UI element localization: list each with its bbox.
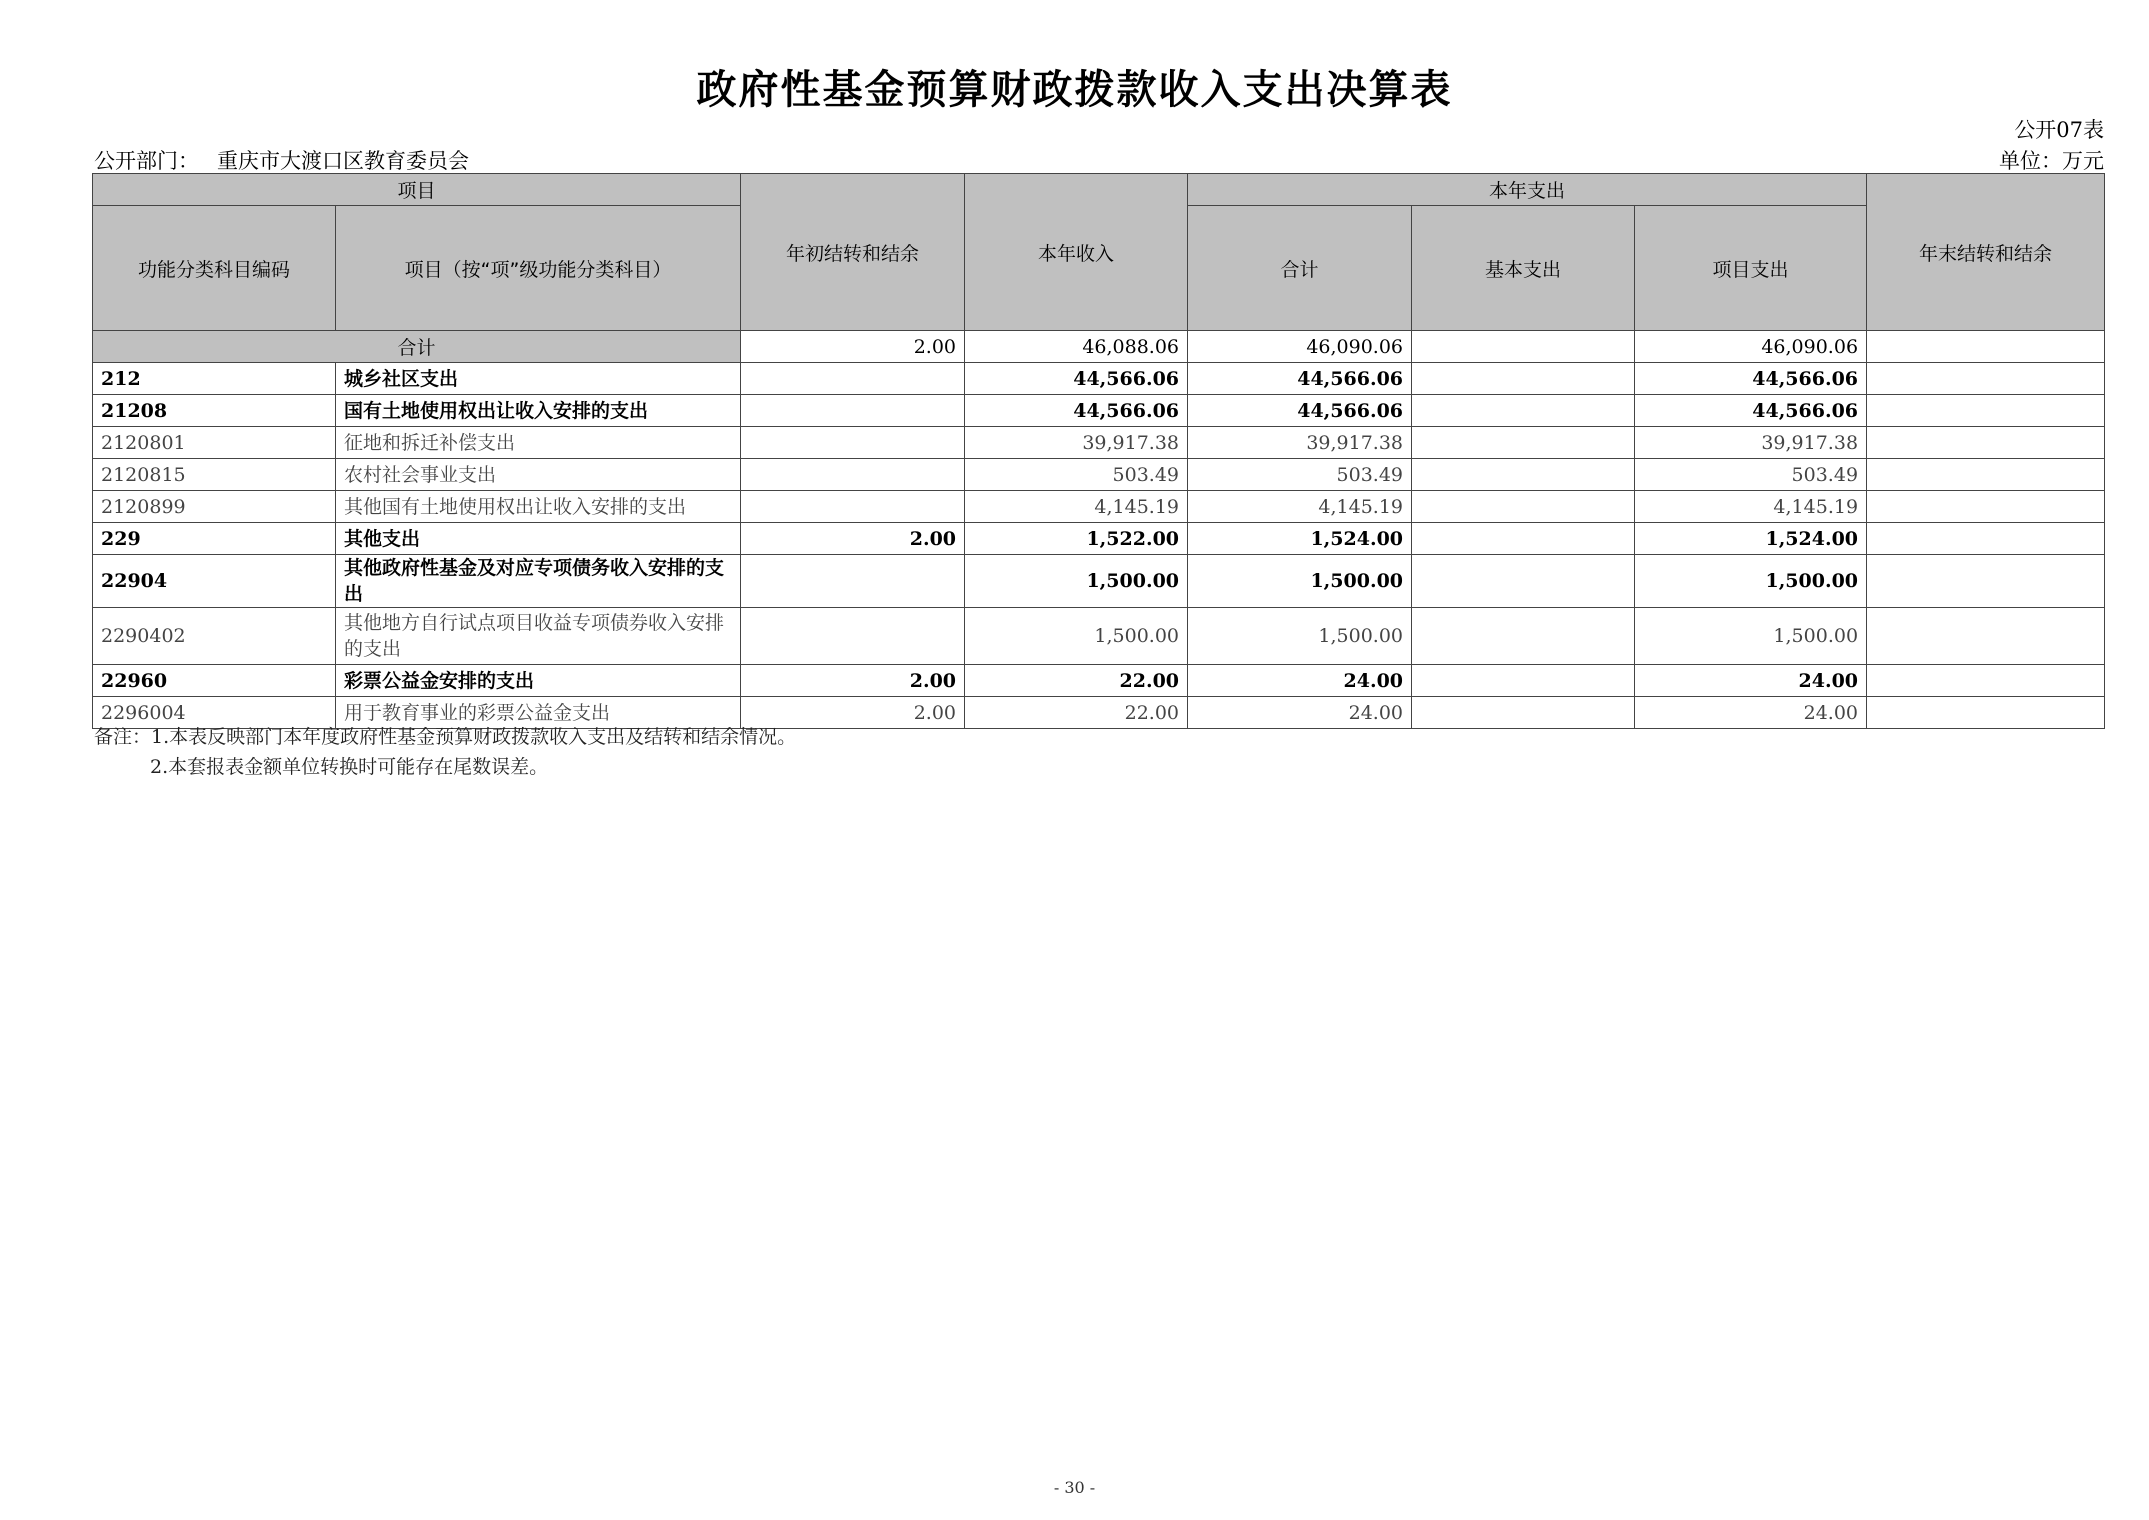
row-name: 其他支出 (336, 523, 741, 555)
unit-label: 单位：万元 (1999, 149, 2104, 173)
note-1: 备注：1.本表反映部门本年度政府性基金预算财政拨款收入支出及结转和结余情况。 (94, 726, 797, 748)
row-total: 24.00 (1188, 697, 1412, 729)
header-code: 功能分类科目编码 (93, 206, 336, 331)
row-income: 4,145.19 (965, 491, 1188, 523)
row-project: 24.00 (1635, 697, 1867, 729)
header-basic: 基本支出 (1412, 206, 1635, 331)
row-begin (741, 395, 965, 427)
row-end (1867, 427, 2105, 459)
row-project: 503.49 (1635, 459, 1867, 491)
total-spend: 46,090.06 (1188, 331, 1412, 363)
total-row (93, 331, 2105, 363)
row-code: 2120899 (93, 491, 336, 523)
row-name: 其他国有土地使用权出让收入安排的支出 (336, 491, 741, 523)
department-name: 重庆市大渡口区教育委员会 (217, 149, 469, 173)
row-name: 城乡社区支出 (336, 363, 741, 395)
row-total: 44,566.06 (1188, 363, 1412, 395)
row-income: 44,566.06 (965, 395, 1188, 427)
row-code: 21208 (93, 395, 336, 427)
row-end (1867, 523, 2105, 555)
total-end (1867, 331, 2105, 363)
row-income: 1,500.00 (965, 555, 1188, 608)
header-income: 本年收入 (965, 174, 1188, 331)
total-income: 46,088.06 (965, 331, 1188, 363)
row-total: 503.49 (1188, 459, 1412, 491)
row-income: 44,566.06 (965, 363, 1188, 395)
table-row (93, 665, 2105, 697)
page-title: 政府性基金预算财政拨款收入支出决算表 (696, 67, 1453, 113)
header-item: 项目 (93, 174, 741, 206)
row-begin: 2.00 (741, 665, 965, 697)
row-code: 212 (93, 363, 336, 395)
row-name: 彩票公益金安排的支出 (336, 665, 741, 697)
row-project: 1,500.00 (1635, 555, 1867, 608)
table-row (93, 608, 2105, 665)
table-row (93, 491, 2105, 523)
row-total: 1,500.00 (1188, 555, 1412, 608)
budget-table (92, 173, 2105, 729)
table-row (93, 427, 2105, 459)
row-begin (741, 491, 965, 523)
row-basic (1412, 427, 1635, 459)
row-end (1867, 697, 2105, 729)
row-basic (1412, 697, 1635, 729)
row-code: 229 (93, 523, 336, 555)
row-code: 2120815 (93, 459, 336, 491)
row-code: 22960 (93, 665, 336, 697)
total-project: 46,090.06 (1635, 331, 1867, 363)
row-project: 24.00 (1635, 665, 1867, 697)
row-begin (741, 608, 965, 665)
row-income: 1,522.00 (965, 523, 1188, 555)
row-total: 1,500.00 (1188, 608, 1412, 665)
row-begin (741, 363, 965, 395)
row-code: 22904 (93, 555, 336, 608)
row-end (1867, 555, 2105, 608)
row-begin (741, 427, 965, 459)
table-row (93, 523, 2105, 555)
table-row (93, 395, 2105, 427)
row-end (1867, 491, 2105, 523)
row-income: 39,917.38 (965, 427, 1188, 459)
row-project: 39,917.38 (1635, 427, 1867, 459)
row-name: 其他政府性基金及对应专项债务收入安排的支出 (336, 555, 741, 608)
row-basic (1412, 608, 1635, 665)
row-begin: 2.00 (741, 697, 965, 729)
row-project: 44,566.06 (1635, 363, 1867, 395)
page-number: - 30 - (1053, 1478, 1096, 1497)
row-name: 国有土地使用权出让收入安排的支出 (336, 395, 741, 427)
row-end (1867, 608, 2105, 665)
row-end (1867, 665, 2105, 697)
row-project: 1,524.00 (1635, 523, 1867, 555)
form-number: 公开07表 (2014, 118, 2104, 142)
row-total: 1,524.00 (1188, 523, 1412, 555)
row-income: 1,500.00 (965, 608, 1188, 665)
header-end-balance: 年末结转和结余 (1867, 174, 2105, 331)
row-name: 农村社会事业支出 (336, 459, 741, 491)
total-begin: 2.00 (741, 331, 965, 363)
row-basic (1412, 523, 1635, 555)
row-basic (1412, 459, 1635, 491)
row-begin (741, 555, 965, 608)
table-row (93, 459, 2105, 491)
table-row (93, 555, 2105, 608)
row-basic (1412, 491, 1635, 523)
row-begin (741, 459, 965, 491)
row-begin: 2.00 (741, 523, 965, 555)
row-income: 22.00 (965, 665, 1188, 697)
note-2: 2.本套报表金额单位转换时可能存在尾数误差。 (150, 756, 549, 778)
row-basic (1412, 363, 1635, 395)
header-expenditure: 本年支出 (1188, 174, 1867, 206)
total-label: 合计 (93, 331, 741, 363)
row-project: 4,145.19 (1635, 491, 1867, 523)
department-line (94, 145, 469, 175)
header-begin-balance: 年初结转和结余 (741, 174, 965, 331)
row-code: 2296004 (93, 697, 336, 729)
row-income: 22.00 (965, 697, 1188, 729)
row-code: 2290402 (93, 608, 336, 665)
row-name: 其他地方自行试点项目收益专项债券收入安排的支出 (336, 608, 741, 665)
row-basic (1412, 395, 1635, 427)
header-name: 项目（按“项”级功能分类科目） (336, 206, 741, 331)
row-project: 1,500.00 (1635, 608, 1867, 665)
row-project: 44,566.06 (1635, 395, 1867, 427)
row-basic (1412, 665, 1635, 697)
row-end (1867, 459, 2105, 491)
department-label: 公开部门： (94, 149, 199, 173)
header-project: 项目支出 (1635, 206, 1867, 331)
row-total: 4,145.19 (1188, 491, 1412, 523)
row-code: 2120801 (93, 427, 336, 459)
table-row (93, 363, 2105, 395)
row-name: 用于教育事业的彩票公益金支出 (336, 697, 741, 729)
row-total: 39,917.38 (1188, 427, 1412, 459)
total-basic (1412, 331, 1635, 363)
row-total: 24.00 (1188, 665, 1412, 697)
row-income: 503.49 (965, 459, 1188, 491)
row-end (1867, 395, 2105, 427)
row-total: 44,566.06 (1188, 395, 1412, 427)
row-end (1867, 363, 2105, 395)
row-name: 征地和拆迁补偿支出 (336, 427, 741, 459)
row-basic (1412, 555, 1635, 608)
header-total: 合计 (1188, 206, 1412, 331)
